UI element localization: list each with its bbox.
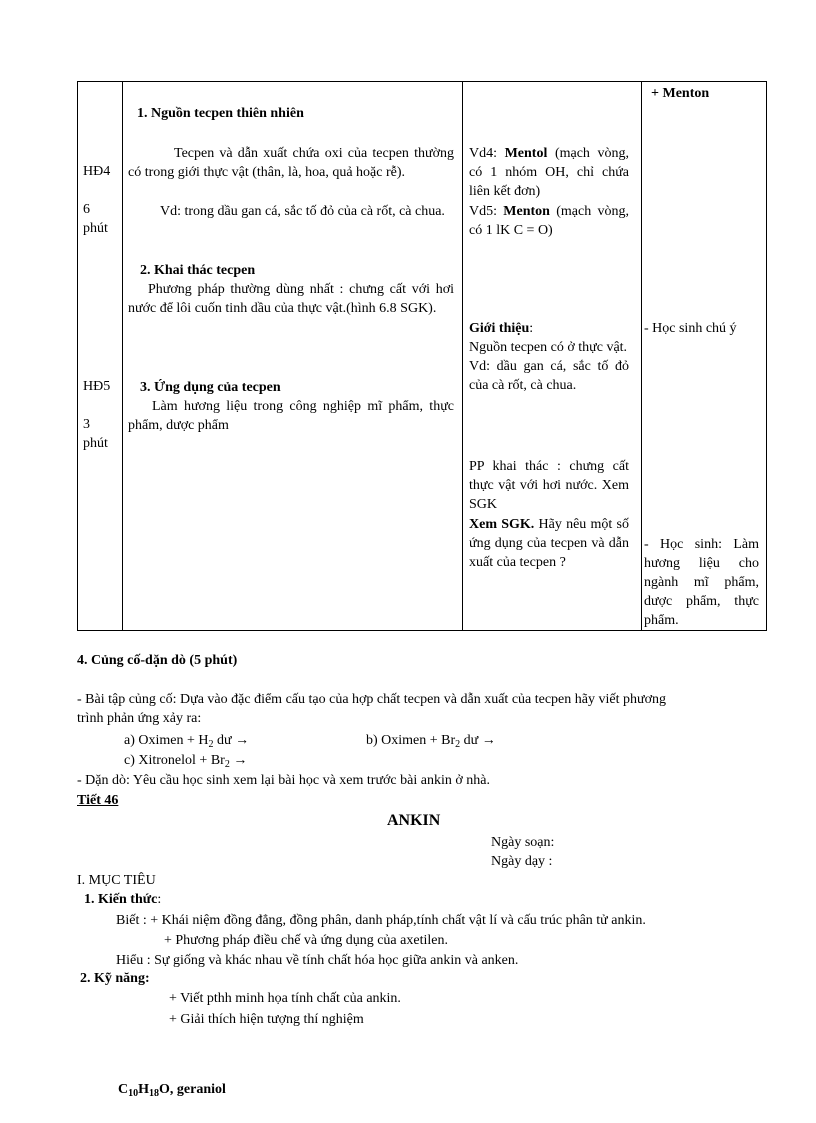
activity-hd5 (83, 377, 110, 453)
exercise-text: - Bài tập củng cố: Dựa vào đặc điểm cấu tạo của hợp chất tecpen và dẫn xuất của tecpen hãy viết phương (77, 692, 666, 707)
content-paragraph: Làm hương liệu trong công nghiệp mĩ phẩm, thực phẩm, dược phẩm (128, 399, 454, 433)
formula-geraniol: $C_{10}H_{18}O$, geraniol (118, 1082, 226, 1099)
date-taught: Ngày dạy : (491, 854, 553, 869)
activity-hd4 (83, 162, 110, 238)
content-paragraph: Phương pháp thường dùng nhất : chưng cất với hơi nước để lôi cuốn tinh dầu của thực vật.(hình 6.8 SGK). (128, 282, 454, 316)
student-answer: - Học sinh: Làm hương liệu cho ngành mĩ phẩm, dược phẩm, thực phẩm. (644, 537, 759, 628)
table-divider (122, 82, 123, 630)
student-attention: - Học sinh chú ý (644, 321, 737, 336)
teacher-method: PP khai thác : chưng cất thực vật với hơi nước. Xem SGK (469, 459, 629, 512)
skill-item: + Viết pthh minh họa tính chất của ankin. (169, 991, 401, 1006)
content-heading-1: 1. Nguồn tecpen thiên nhiên (137, 106, 304, 121)
table-divider (462, 82, 463, 630)
skill-item: + Giải thích hiện tượng thí nghiệm (169, 1012, 364, 1027)
content-heading-2: 2. Khai thác tecpen (140, 263, 256, 278)
table-divider (641, 82, 642, 630)
teacher-intro: Giới thiệu: Nguồn tecpen có ở thực vật. Vd: dầu gan cá, sắc tố đỏ của cà rốt, cà chua. (469, 321, 629, 393)
homework-text: - Dặn dò: Yêu cầu học sinh xem lại bài học và xem trước bài ankin ở nhà. (77, 773, 490, 788)
objectives-heading: I. MỤC TIÊU (77, 873, 156, 888)
reaction-c: c) Xitronelol + $Br_2$ → (124, 753, 248, 770)
lesson-number: Tiết 46 (77, 793, 119, 808)
activity-unit: phút (83, 221, 108, 236)
knowledge-know: + Phương pháp điều chế và ứng dụng của axetilen. (164, 933, 448, 948)
lesson-title: ANKIN (387, 812, 441, 829)
activity-unit: phút (83, 436, 108, 451)
teacher-question: Xem SGK. Hãy nêu một số ứng dụng của tecpen và dẫn xuất của tecpen ? (469, 517, 629, 570)
knowledge-understand: Hiểu : Sự giống và khác nhau về tính chất hóa học giữa ankin và anken. (116, 953, 519, 968)
student-menton: + Menton (651, 86, 710, 101)
reaction-b: b) Oximen + $Br_2$ dư → (366, 733, 496, 750)
date-prepared: Ngày soạn: (491, 835, 555, 850)
knowledge-heading: 1. Kiến thức: (84, 892, 162, 907)
teacher-example-vd5: Vd5: Menton (mạch vòng, có 1 lK C = O) (469, 204, 629, 238)
reaction-a: a) Oximen + $H_2$ dư → (124, 733, 250, 750)
content-paragraph: Vd: trong dầu gan cá, sắc tố đỏ của cà rốt, cà chua. (160, 204, 445, 219)
activity-table (77, 81, 767, 631)
teacher-example-vd4: Vd4: Mentol (mạch vòng, có 1 nhóm OH, chỉ chứa liên kết đơn) (469, 146, 630, 199)
section-title: 4. Củng cố-dặn dò (5 phút) (77, 653, 238, 668)
content-paragraph: Tecpen và dẫn xuất chứa oxi của tecpen thường có trong giới thực vật (thân, là, hoa, quả hoặc rễ). (128, 146, 454, 180)
activity-duration: 3 (83, 417, 90, 432)
skills-heading: 2. Kỹ năng: (80, 971, 150, 986)
activity-label: HĐ5 (83, 379, 111, 394)
exercise-text: trình phản ứng xảy ra: (77, 711, 202, 726)
activity-duration: 6 (83, 202, 90, 217)
knowledge-know: Biết : + Khái niệm đồng đẳng, đồng phân, danh pháp,tính chất vật lí và cấu trúc phân tử ankin. (116, 913, 646, 928)
activity-label: HĐ4 (83, 164, 111, 179)
content-heading-3: 3. Ứng dụng của tecpen (140, 380, 281, 395)
